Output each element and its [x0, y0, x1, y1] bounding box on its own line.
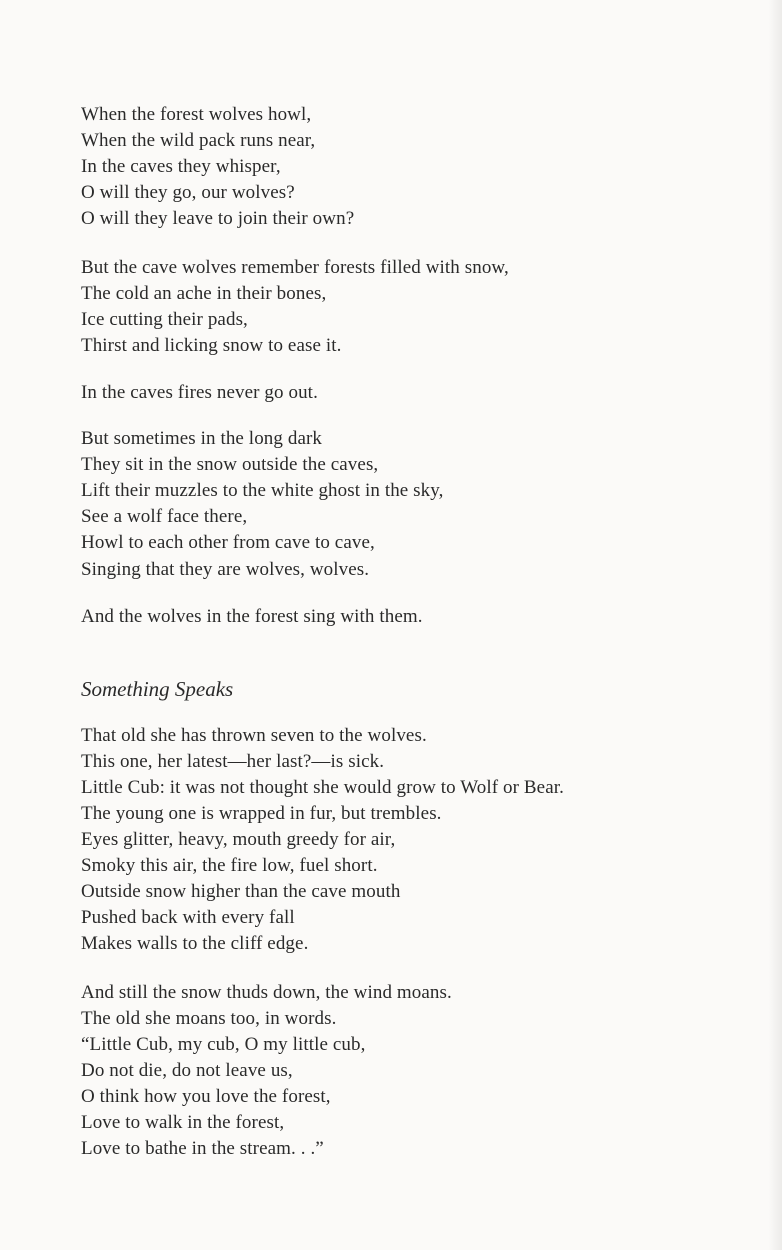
poem-line: In the caves fires never go out. — [81, 382, 318, 403]
poem-line: When the forest wolves howl, — [81, 104, 312, 125]
poem-line: Outside snow higher than the cave mouth — [81, 881, 401, 902]
poem-line: And still the snow thuds down, the wind moans. — [81, 982, 452, 1003]
poem-line: That old she has thrown seven to the wolves. — [81, 725, 427, 746]
poem-line: Smoky this air, the fire low, fuel short. — [81, 855, 378, 876]
poem-line: They sit in the snow outside the caves, — [81, 454, 379, 475]
poem-line: And the wolves in the forest sing with them. — [81, 606, 423, 627]
poem-line: Singing that they are wolves, wolves. — [81, 559, 370, 580]
poem-line: O will they leave to join their own? — [81, 208, 355, 229]
poem-line: The cold an ache in their bones, — [81, 283, 327, 304]
poem-line: O will they go, our wolves? — [81, 182, 295, 203]
page-edge-shadow — [768, 0, 782, 1250]
poem-line: In the caves they whisper, — [81, 156, 281, 177]
poem-line: When the wild pack runs near, — [81, 130, 316, 151]
poem-line: The old she moans too, in words. — [81, 1008, 337, 1029]
poem-line: Love to bathe in the stream. . .” — [81, 1138, 324, 1159]
poem-line: Pushed back with every fall — [81, 907, 295, 928]
poem-line: Lift their muzzles to the white ghost in the sky, — [81, 480, 444, 501]
poem-line: Makes walls to the cliff edge. — [81, 933, 309, 954]
poem-line: Love to walk in the forest, — [81, 1112, 285, 1133]
poem-line: But sometimes in the long dark — [81, 428, 323, 449]
poem-line: See a wolf face there, — [81, 506, 248, 527]
poem-line: The young one is wrapped in fur, but trembles. — [81, 803, 442, 824]
poem-line: O think how you love the forest, — [81, 1086, 331, 1107]
poem-line: This one, her latest—her last?—is sick. — [81, 751, 385, 772]
poem-line: Do not die, do not leave us, — [81, 1060, 293, 1081]
poem-line: Eyes glitter, heavy, mouth greedy for air, — [81, 829, 396, 850]
poem-line: Ice cutting their pads, — [81, 309, 248, 330]
poem-line: Thirst and licking snow to ease it. — [81, 335, 342, 356]
poem-line: Howl to each other from cave to cave, — [81, 532, 375, 553]
poem-line: Little Cub: it was not thought she would grow to Wolf or Bear. — [81, 777, 564, 798]
poem-line: “Little Cub, my cub, O my little cub, — [81, 1034, 366, 1055]
poem-line: But the cave wolves remember forests filled with snow, — [81, 257, 509, 278]
poem-title: Something Speaks — [81, 677, 234, 701]
